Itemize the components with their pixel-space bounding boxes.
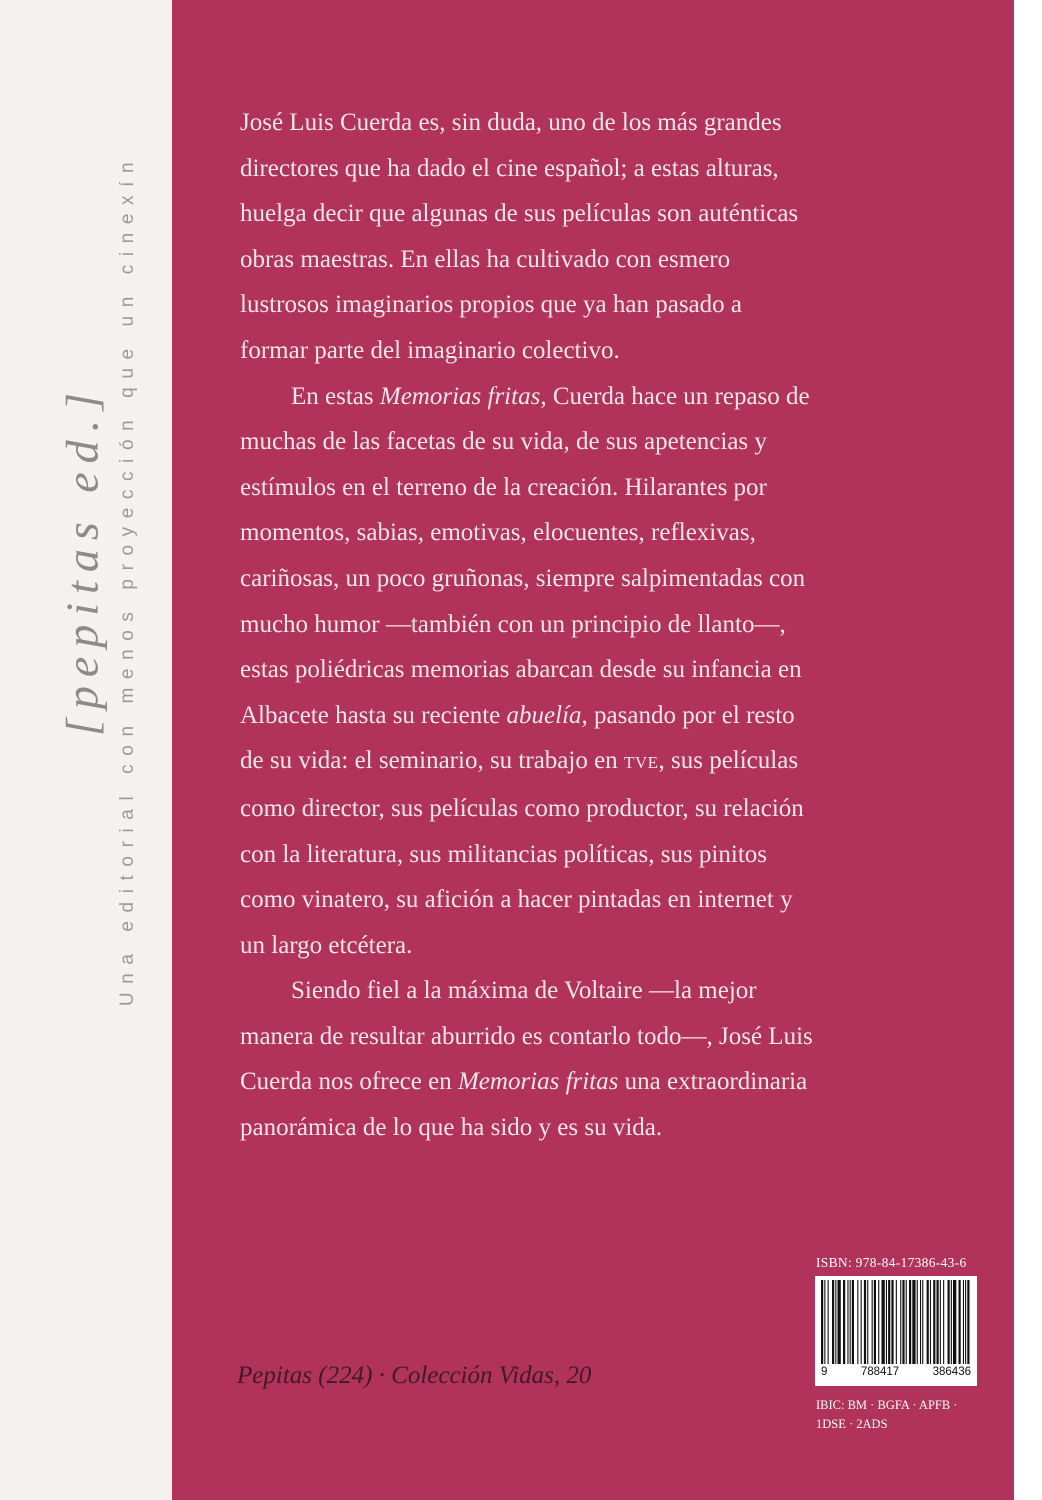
barcode-digit-first: 9 [821, 1366, 828, 1378]
text-line: huelga decir que algunas de sus películas son auténticas [240, 200, 799, 228]
text-line: un largo etcétera. [240, 931, 413, 959]
barcode [815, 1276, 977, 1386]
text-line: mucho humor —también con un principio de llanto—, [240, 610, 786, 638]
text-line: cariñosas, un poco gruñonas, siempre salpimentadas con [240, 564, 806, 592]
text-line: Siendo fiel a la máxima de Voltaire —la mejor [291, 977, 757, 1005]
small-caps-word: TVE [623, 753, 659, 773]
text-line: formar parte del imaginario colectivo. [240, 336, 620, 364]
publisher-logo-text: [pepitas ed.] [56, 383, 108, 737]
isbn-label: ISBN: 978-84-17386-43-6 [816, 1255, 967, 1270]
text-line: lustrosos imaginarios propios que ya han pasado a [240, 291, 742, 319]
barcode-digits-left: 788417 [860, 1366, 900, 1378]
blurb-paragraph-2 [240, 374, 975, 969]
book-title-italic: Memorias fritas [457, 1068, 619, 1096]
italic-word: abuelía [506, 701, 582, 729]
blurb-paragraph-1 [240, 100, 975, 374]
text-line: como vinatero, su afición a hacer pintadas en internet y [240, 886, 793, 914]
text-line: En estas Memorias fritas, Cuerda hace un repaso de [291, 382, 810, 410]
text-line: como director, sus películas como productor, su relación [240, 794, 804, 822]
text-line: manera de resultar aburrido es contarlo todo—, José Luis [240, 1022, 813, 1050]
text-line: de su vida: el seminario, su trabajo en TVE, sus películas [240, 747, 799, 775]
ibic-line-2: 1DSE · 2ADS [816, 1417, 888, 1431]
text-line: directores que ha dado el cine español; a estas alturas, [240, 154, 779, 182]
ibic-line-1: IBIC: BM · BGFA · APFB · [816, 1398, 958, 1412]
text-line: José Luis Cuerda es, sin duda, uno de los más grandes [240, 109, 782, 136]
text-line: Cuerda nos ofrece en Memorias fritas una extraordinaria [240, 1068, 808, 1096]
publisher-motto: Una editorial con menos proyección que un cinexín [117, 153, 138, 1007]
barcode-bars-icon [819, 1280, 973, 1366]
book-spine-strip [0, 0, 172, 1500]
blurb-paragraph-3 [240, 968, 975, 1150]
book-title-italic: Memorias fritas [379, 382, 541, 410]
barcode-digits-right: 386436 [932, 1366, 971, 1378]
text-line: Albacete hasta su reciente abuelía, pasando por el resto [240, 701, 795, 729]
text-line: con la literatura, sus militancias políticas, sus pinitos [240, 840, 767, 868]
ibic-codes [816, 1396, 957, 1434]
text-line: obras maestras. En ellas ha cultivado con esmero [240, 245, 731, 273]
series-info: Pepitas (224) · Colección Vidas, 20 [237, 1362, 592, 1389]
blurb-text [240, 100, 975, 1151]
text-line: estas poliédricas memorias abarcan desde su infancia en [240, 656, 802, 684]
text-line: estímulos en el terreno de la creación. Hilarantes por [240, 473, 767, 501]
barcode-number [821, 1366, 971, 1378]
text-line: muchas de las facetas de su vida, de sus apetencias y [240, 428, 767, 456]
text-line: panorámica de lo que ha sido y es su vida. [240, 1114, 663, 1142]
text-line: momentos, sabias, emotivas, elocuentes, reflexivas, [240, 519, 756, 547]
